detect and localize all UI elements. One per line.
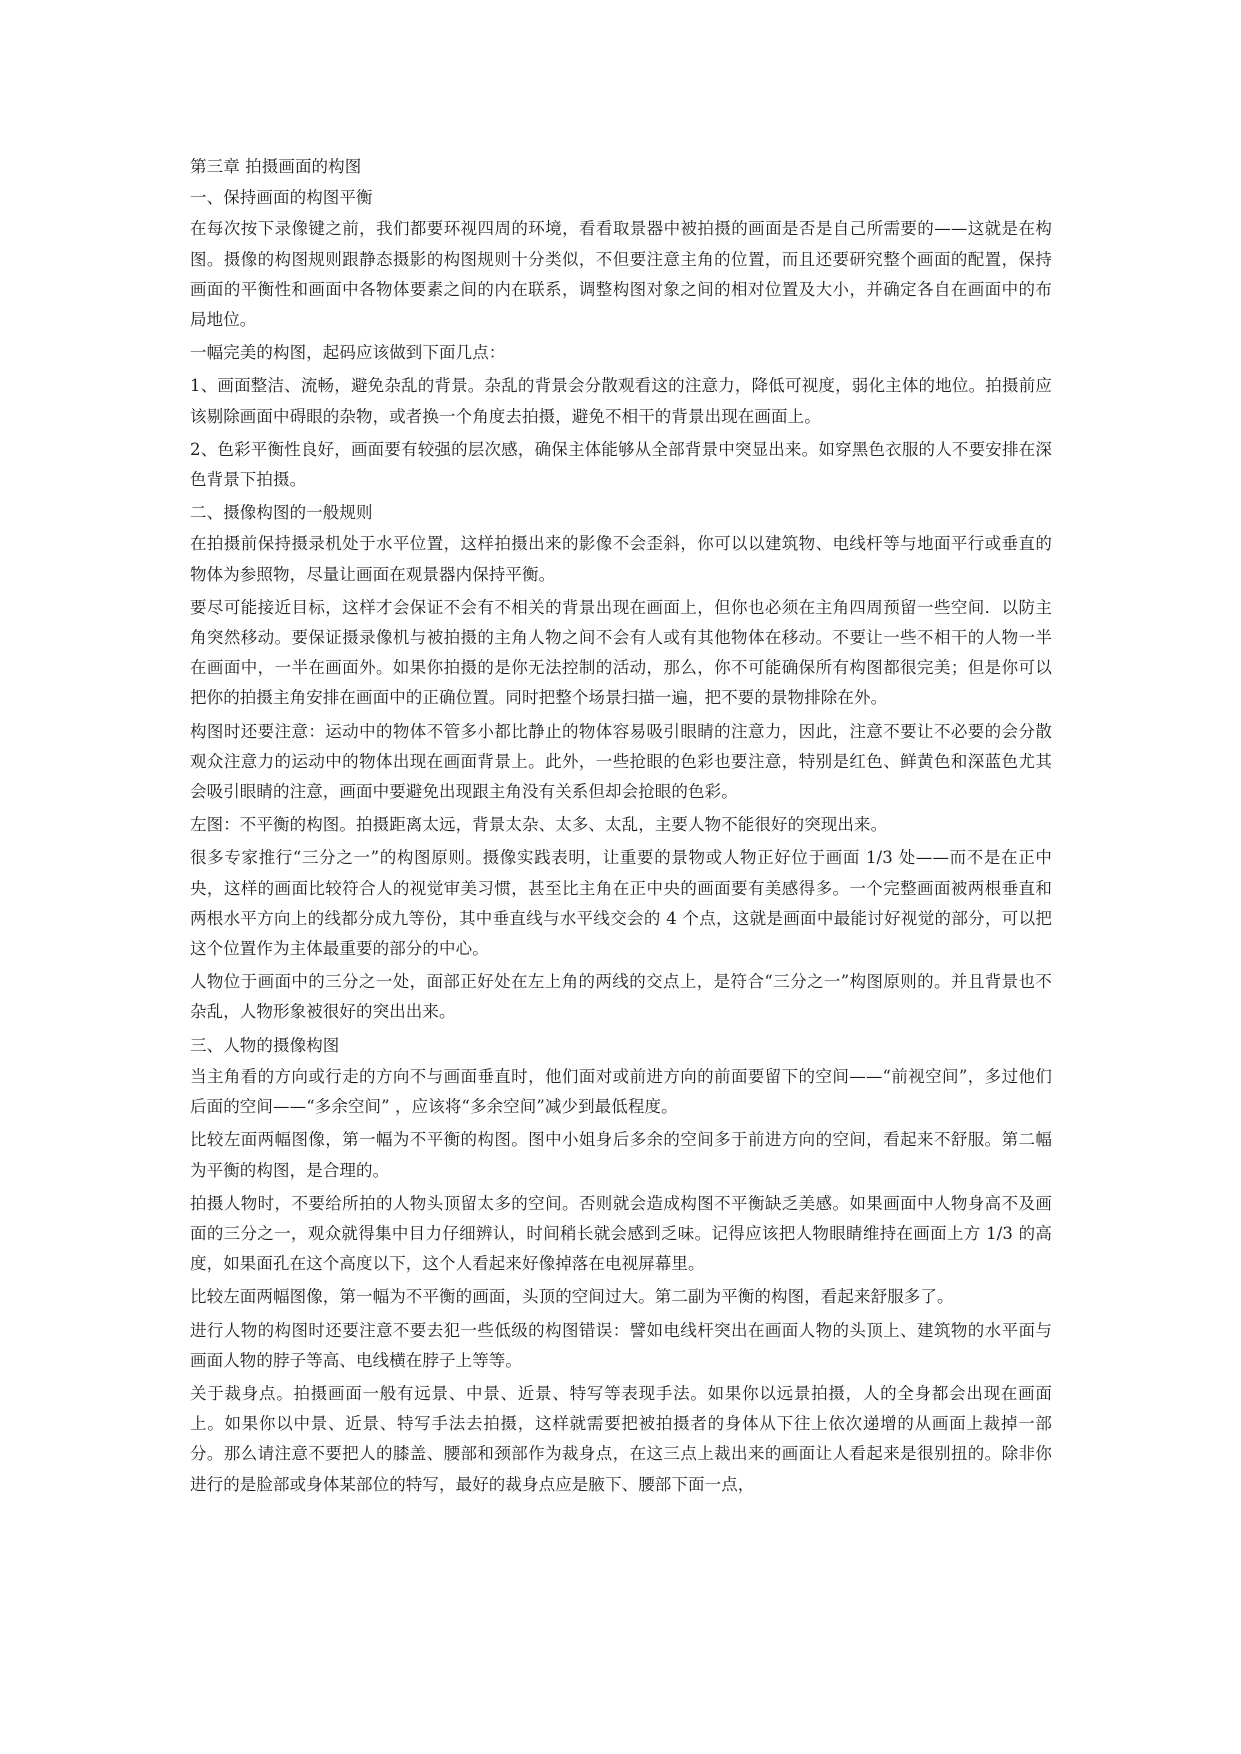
section-heading: 二、摄像构图的一般规则: [190, 503, 373, 523]
paragraph: 要尽可能接近目标，这样才会保证不会有不相关的背景出现在画面上，但你也必须在主角四周预留一些空间．以防主角突然移动。要保证摄录像机与被拍摄的主角人物之间不会有人或有其他物体在移动。不要让一些不相干的人物一半在画面中，一半在画面外。如果你拍摄的是你无法控制的活动，那么，你不可能确保所有构图都很完美；但是你可以把你的拍摄主角安排在画面中的正确位置。同时把整个场景扫描一遍，把不要的景物排除在外。: [190, 597, 1052, 708]
paragraph: 比较左面两幅图像，第一幅为不平衡的构图。图中小姐身后多余的空间多于前进方向的空间，看起来不舒服。第二幅为平衡的构图，是合理的。: [190, 1130, 1052, 1180]
paragraph: 左图：不平衡的构图。拍摄距离太远，背景太杂、太多、太乱，主要人物不能很好的突现出来。: [190, 815, 888, 835]
paragraph: 关于裁身点。拍摄画面一般有远景、中景、近景、特写等表现手法。如果你以远景拍摄，人的全身都会出现在画面上。如果你以中景、近景、特写手法去拍摄，这样就需要把被拍摄者的身体从下往上依次递增的从画面上裁掉一部分。那么请注意不要把人的膝盖、腰部和颈部作为裁身点，在这三点上裁出来的画面让人看起来是很别扭的。除非你进行的是脸部或身体某部位的特写，最好的裁身点应是腋下、腰部下面一点，: [190, 1383, 1052, 1494]
paragraph: 在每次按下录像键之前，我们都要环视四周的环境，看看取景器中被拍摄的画面是否是自己所需要的——这就是在构图。摄像的构图规则跟静态摄影的构图规则十分类似，不但要注意主角的位置，而且还要研究整个画面的配置，保持画面的平衡性和画面中各物体要素之间的内在联系，调整构图对象之间的相对位置及大小，并确定各自在画面中的布局地位。: [190, 219, 1052, 330]
paragraph: 进行人物的构图时还要注意不要去犯一些低级的构图错误：譬如电线杆突出在画面人物的头顶上、建筑物的水平面与画面人物的脖子等高、电线横在脖子上等等。: [190, 1320, 1052, 1370]
paragraph: 很多专家推行“三分之一”的构图原则。摄像实践表明，让重要的景物或人物正好位于画面 1/3 处——而不是在正中央，这样的画面比较符合人的视觉审美习惯，甚至比主角在正中央的画面要有美感得多。一个完整画面被两根垂直和两根水平方向上的线都分成九等份，其中垂直线与水平线交会的 4 个点，这就是画面中最能讨好视觉的部分，可以把这个位置作为主体最重要的部分的中心。: [190, 848, 1052, 959]
list-item: 1、画面整洁、流畅，避免杂乱的背景。杂乱的背景会分散观看这的注意力，降低可视度，弱化主体的地位。拍摄前应该剔除画面中碍眼的杂物，或者换一个角度去拍摄，避免不相干的背景出现在画面上。: [190, 376, 1052, 426]
paragraph: 拍摄人物时，不要给所拍的人物头顶留太多的空间。否则就会造成构图不平衡缺乏美感。如果画面中人物身高不及画面的三分之一，观众就得集中目力仔细辨认，时间稍长就会感到乏味。记得应该把人物眼睛维持在画面上方 1/3 的高度，如果面孔在这个高度以下，这个人看起来好像掉落在电视屏幕里。: [190, 1193, 1052, 1274]
section-heading: 一、保持画面的构图平衡: [190, 188, 373, 208]
section-heading: 三、人物的摄像构图: [190, 1035, 340, 1055]
document-page: [190, 152, 1052, 1503]
paragraph: 人物位于画面中的三分之一处，面部正好处在左上角的两线的交点上，是符合“三分之一”构图原则的。并且背景也不杂乱，人物形象被很好的突出出来。: [190, 972, 1052, 1022]
paragraph: 一幅完美的构图，起码应该做到下面几点：: [190, 343, 506, 363]
paragraph: 构图时还要注意：运动中的物体不管多小都比静止的物体容易吸引眼睛的注意力，因此，注意不要让不必要的会分散观众注意力的运动中的物体出现在画面背景上。此外，一些抢眼的色彩也要注意，特别是红色、鲜黄色和深蓝色尤其会吸引眼睛的注意，画面中要避免出现跟主角没有关系但却会抢眼的色彩。: [190, 721, 1052, 802]
paragraph: 比较左面两幅图像，第一幅为不平衡的画面，头顶的空间过大。第二副为平衡的构图，看起来舒服多了。: [190, 1287, 954, 1307]
paragraph: 在拍摄前保持摄录机处于水平位置，这样拍摄出来的影像不会歪斜，你可以以建筑物、电线杆等与地面平行或垂直的物体为参照物，尽量让画面在观景器内保持平衡。: [190, 534, 1052, 584]
list-item: 2、色彩平衡性良好，画面要有较强的层次感，确保主体能够从全部背景中突显出来。如穿黑色衣服的人不要安排在深色背景下拍摄。: [190, 439, 1052, 490]
chapter-title: 第三章 拍摄画面的构图: [190, 157, 362, 176]
paragraph: 当主角看的方向或行走的方向不与画面垂直时，他们面对或前进方向的前面要留下的空间——“前视空间”，多过他们后面的空间——“多余空间” ，应该将“多余空间”减少到最低程度。: [190, 1066, 1052, 1117]
